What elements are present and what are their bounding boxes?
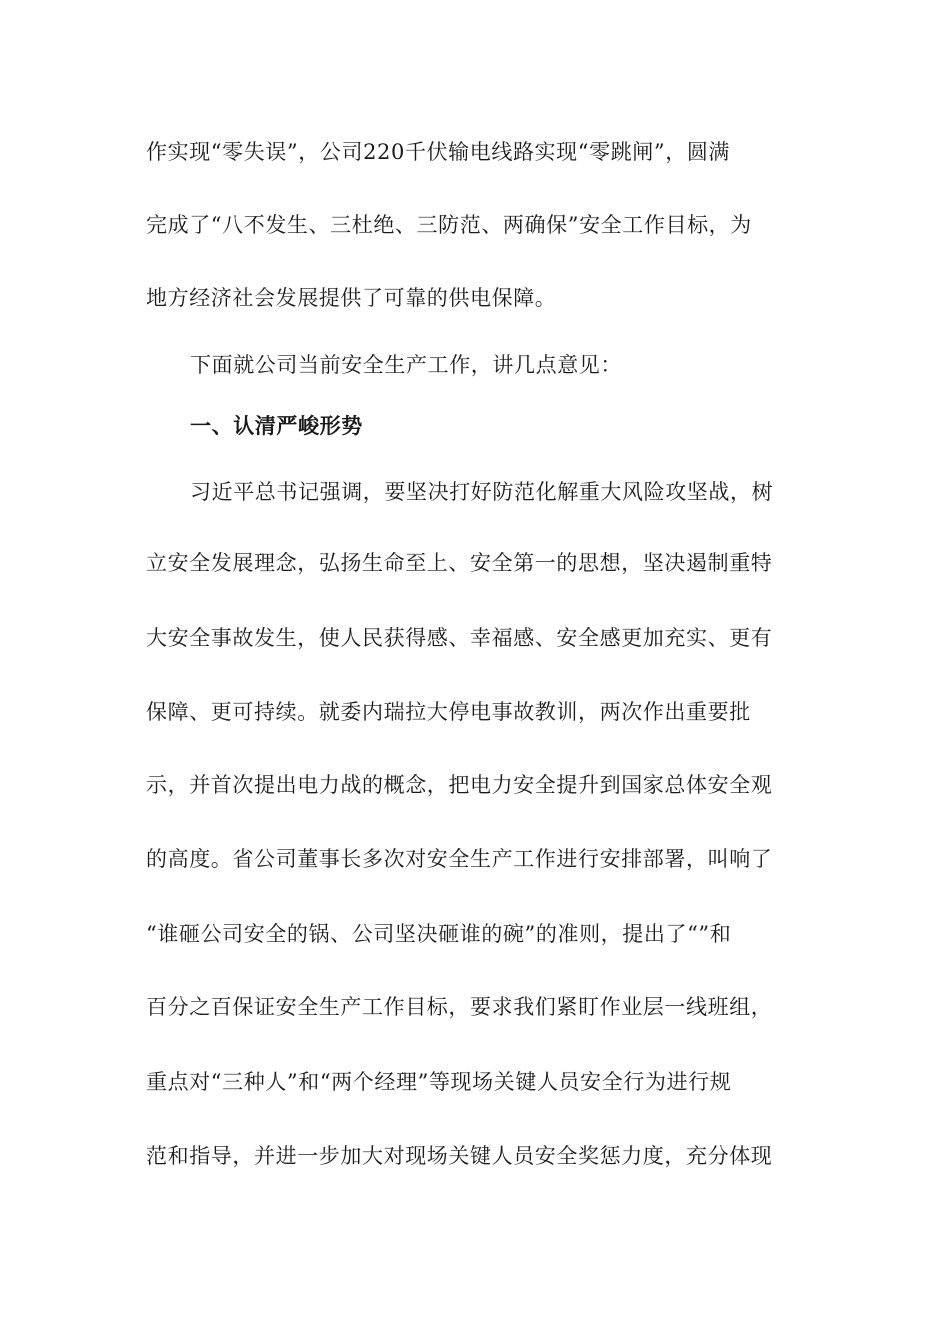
text-line: “谁砸公司安全的锅、公司坚决砸谁的碗”的准则，提出了“”和 [146, 922, 732, 946]
section-heading: 一、认清严峻形势 [190, 413, 363, 438]
text-line: 百分之百保证安全生产工作目标，要求我们紧盯作业层一线班组， [146, 995, 773, 1019]
paragraph-first-line: 习近平总书记强调，要坚决打好防范化解重大风险攻坚战，树 [190, 480, 774, 504]
text-line: 的高度。省公司董事长多次对安全生产工作进行安排部署，叫响了 [146, 847, 773, 871]
text-line: 重点对“三种人”和“两个经理”等现场关键人员安全行为进行规 [146, 1070, 732, 1094]
text-line: 范和指导，并进一步加大对现场关键人员安全奖惩力度，充分体现 [146, 1144, 773, 1168]
text-line: 立安全发展理念，弘扬生命至上、安全第一的思想，坚决遏制重特 [146, 551, 773, 575]
text-line: 保障、更可持续。就委内瑞拉大停电事故教训，两次作出重要批 [146, 700, 751, 724]
text-line: 示，并首次提出电力战的概念，把电力安全提升到国家总体安全观 [146, 773, 773, 797]
paragraph-first-line: 下面就公司当前安全生产工作，讲几点意见： [190, 353, 622, 377]
text-line: 地方经济社会发展提供了可靠的供电保障。 [146, 286, 557, 310]
text-line: 完成了“八不发生、三杜绝、三防范、两确保”安全工作目标，为 [146, 213, 752, 237]
text-line: 作实现“零失误”，公司220千伏输电线路实现“零跳闸”，圆满 [146, 140, 731, 164]
text-line: 大安全事故发生，使人民获得感、幸福感、安全感更加充实、更有 [146, 626, 773, 650]
